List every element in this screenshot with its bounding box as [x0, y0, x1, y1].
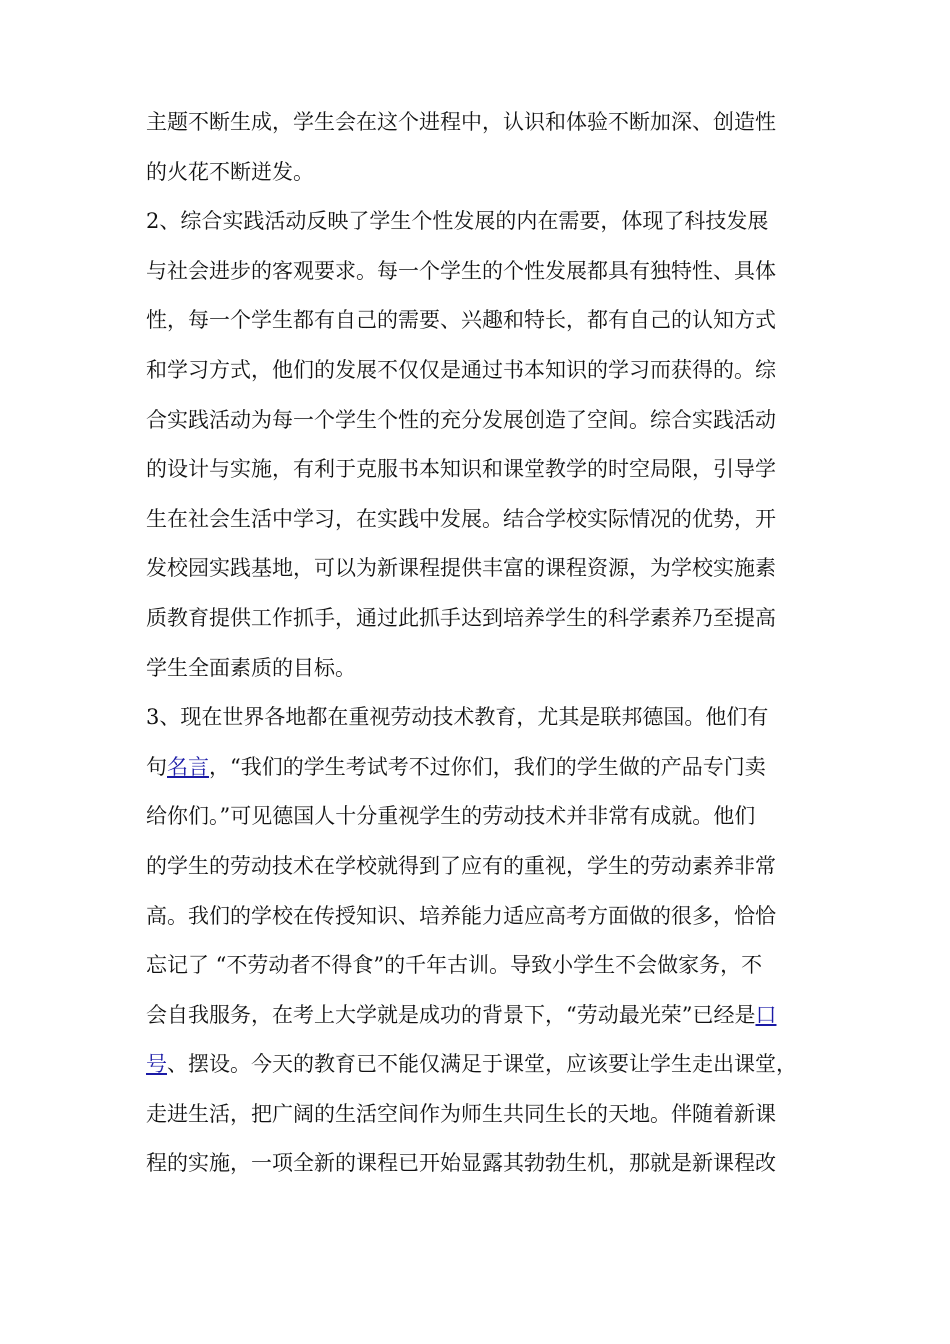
text-line: [146, 445, 826, 495]
text-line: [146, 842, 826, 892]
text-segment: 合实践活动为每一个学生个性的充分发展创造了空间。综合实践活动: [146, 407, 776, 432]
text-segment: 走进生活，把广阔的生活空间作为师生共同生长的天地。伴随着新课: [146, 1101, 776, 1126]
text-segment: 会自我服务，在考上大学就是成功的背景下，“劳动最光荣”已经是: [146, 1002, 756, 1027]
inline-link[interactable]: 号: [146, 1052, 167, 1077]
text-segment: 的火花不断迸发。: [146, 159, 314, 184]
text-line: [146, 792, 826, 842]
text-line: [146, 644, 826, 694]
text-line: [146, 743, 826, 793]
text-line: [146, 346, 826, 396]
text-line: [146, 396, 826, 446]
text-segment: 学生全面素质的目标。: [146, 655, 356, 680]
inline-link[interactable]: 名言: [167, 754, 209, 779]
text-line: [146, 693, 826, 743]
text-segment: 程的实施，一项全新的课程已开始显露其勃勃生机，那就是新课程改: [146, 1151, 776, 1176]
text-line: [146, 544, 826, 594]
text-segment: 、摆设。今天的教育已不能仅满足于课堂，应该要让学生走出课堂，: [167, 1052, 797, 1077]
text-line: [146, 495, 826, 545]
text-segment: 3、现在世界各地都在重视劳动技术教育，尤其是联邦德国。他们有: [146, 705, 769, 730]
text-segment: 质教育提供工作抓手，通过此抓手达到培养学生的科学素养乃至提高: [146, 605, 776, 630]
text-line: [146, 197, 826, 247]
text-line: [146, 98, 826, 148]
text-line: [146, 941, 826, 991]
text-line: [146, 148, 826, 198]
text-line: [146, 594, 826, 644]
text-segment: 的设计与实施，有利于克服书本知识和课堂教学的时空局限，引导学: [146, 457, 776, 482]
text-segment: 高。我们的学校在传授知识、培养能力适应高考方面做的很多，恰恰: [146, 903, 776, 928]
text-line: [146, 296, 826, 346]
text-line: [146, 1139, 826, 1189]
text-segment: 句: [146, 754, 167, 779]
text-segment: 发校园实践基地，可以为新课程提供丰富的课程资源，为学校实施素: [146, 556, 776, 581]
text-line: [146, 247, 826, 297]
text-segment: 忘记了 “不劳动者不得食”的千年古训。导致小学生不会做家务，不: [146, 953, 763, 978]
text-segment: 主题不断生成，学生会在这个进程中，认识和体验不断加深、创造性: [146, 110, 776, 134]
text-line: [146, 991, 826, 1041]
text-segment: 2、综合实践活动反映了学生个性发展的内在需要，体现了科技发展: [146, 209, 769, 234]
text-segment: 和学习方式，他们的发展不仅仅是通过书本知识的学习而获得的。综: [146, 357, 776, 382]
text-segment: 性，每一个学生都有自己的需要、兴趣和特长，都有自己的认知方式: [146, 308, 776, 333]
text-segment: 的学生的劳动技术在学校就得到了应有的重视，学生的劳动素养非常: [146, 853, 776, 878]
document-body: [146, 98, 826, 1189]
text-line: [146, 892, 826, 942]
text-segment: 生在社会生活中学习，在实践中发展。结合学校实际情况的优势，开: [146, 506, 776, 531]
text-line: [146, 1040, 826, 1090]
text-line: [146, 1090, 826, 1140]
text-segment: ，“我们的学生考试考不过你们，我们的学生做的产品专门卖: [209, 754, 766, 779]
text-segment: 给你们。”可见德国人十分重视学生的劳动技术并非常有成就。他们: [146, 804, 756, 829]
text-segment: 与社会进步的客观要求。每一个学生的个性发展都具有独特性、具体: [146, 258, 776, 283]
inline-link[interactable]: 口: [755, 1002, 777, 1027]
